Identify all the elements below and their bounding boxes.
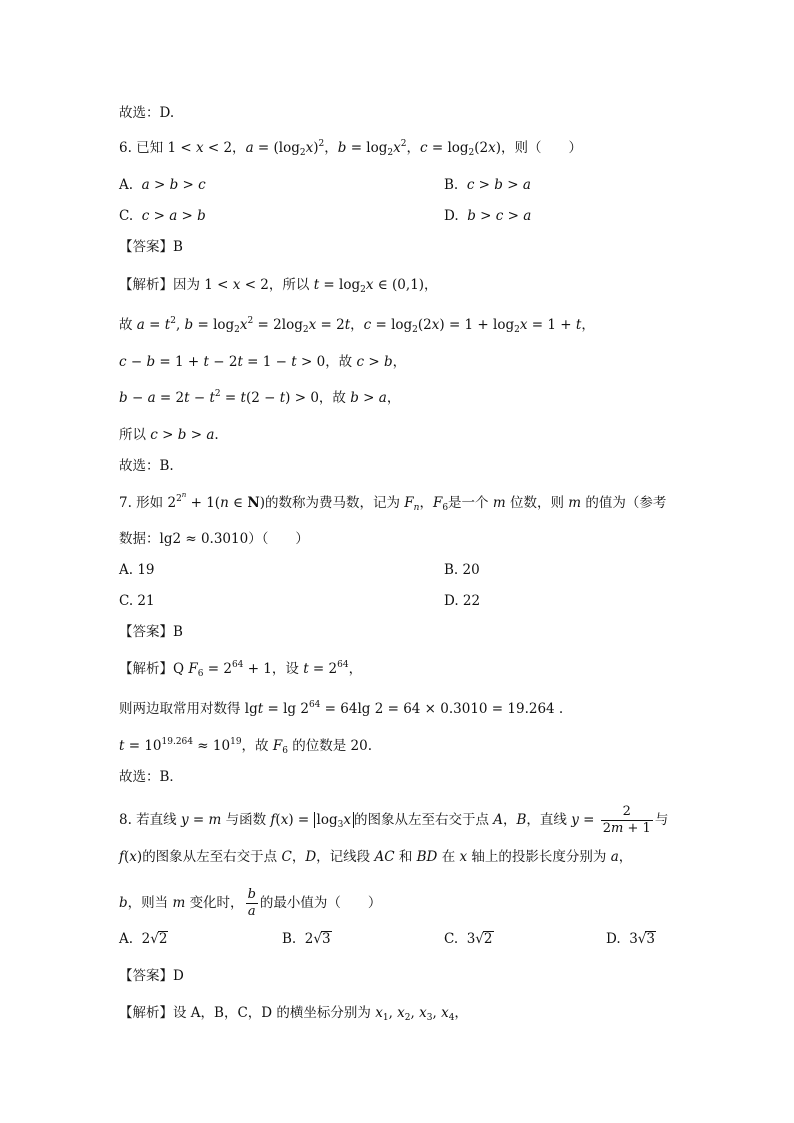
option-a: A. a > b > c xyxy=(119,177,206,193)
explanation-8: 【解析】设 A，B，C，D 的横坐标分别为 $x_1$, $x_2$, $x_3$, $x_4$， xyxy=(119,1005,468,1023)
text: 【答案】D xyxy=(119,968,184,984)
option-label: C. xyxy=(119,208,134,224)
option-a xyxy=(119,560,155,580)
answer-7 xyxy=(119,622,183,642)
text: ，设 xyxy=(271,661,299,677)
text: 变化时， xyxy=(189,895,244,911)
text: ，则当 xyxy=(127,895,169,911)
option-label: D. xyxy=(606,931,621,947)
text: 8. 若直线 xyxy=(119,812,177,828)
text: ，直线 xyxy=(526,812,567,828)
text: 【解析】 xyxy=(119,661,173,677)
option-c: C. 3√2 xyxy=(444,931,493,947)
math: 1 < x < 2，$a = (\log_2x)^2$，$b = \log_2x^2$，$c = \log_2(2x)$ xyxy=(167,139,502,158)
text: 与 xyxy=(654,812,669,828)
text: 的图象从左至右交于点 xyxy=(353,812,489,828)
option-label: D. xyxy=(444,208,459,224)
option-label: B. 20 xyxy=(444,562,480,578)
explanation-7: 【解析】Q $F_6 = 2^{64} + 1$，设 $t = 2^{64}$， xyxy=(119,660,363,679)
text: 与函数 xyxy=(225,812,267,828)
text: 故 xyxy=(119,317,133,333)
text: 故选：B. xyxy=(119,458,174,474)
option-a: A. 2√2 xyxy=(119,931,168,947)
text: 因为 xyxy=(173,277,200,293)
text: 轴上的投影长度分别为 xyxy=(471,849,607,865)
text: 位数，则 xyxy=(509,495,564,511)
option-d: D. 3√3 xyxy=(606,931,656,947)
text: 的最小值为（ ） xyxy=(259,895,382,911)
explanation-7-line: 则两边取常用对数得 $\lg t = \lg 2^{64} = 64\lg$ 2 = 64 × 0.3010 = 19.264 . xyxy=(119,700,564,717)
text: 是一个 xyxy=(448,495,489,511)
option-d xyxy=(444,591,480,611)
text: 所以 xyxy=(119,427,146,443)
text: 7. 形如 xyxy=(119,495,164,511)
option-label: B. xyxy=(282,931,297,947)
text-line xyxy=(119,103,174,123)
option-label: C. xyxy=(444,931,459,947)
text: 设 A，B，C，D 的横坐标分别为 xyxy=(173,1005,371,1021)
explanation-6-line: 故 $a = t^2$, $b = \log_2x^2 = 2\log_2x = 2t$，$c = \log_2(2x) = 1 + \log_2x = 1 + t$， xyxy=(119,316,595,335)
explanation-6-line: c − b = 1 + t − 2t = 1 − t > 0，故 c > b， xyxy=(119,354,407,370)
text: 故选：B． xyxy=(119,769,183,785)
option-label: C. 21 xyxy=(119,593,155,609)
text: 的图象从左至右交于点 xyxy=(142,849,278,865)
option-label: A. 19 xyxy=(119,562,155,578)
text: 6. 已知 xyxy=(119,140,164,156)
question-7-line: 数据：lg2 ≈ 0.3010）（ ） xyxy=(119,531,309,547)
option-c: C. c > a > b xyxy=(119,208,206,224)
text: 【解析】 xyxy=(119,277,173,293)
text: ，故 xyxy=(325,354,353,370)
option-label: D. 22 xyxy=(444,593,481,609)
explanation-6-line: $b - a = 2t - t^2 = t(2 - t) > 0$，故 b > a， xyxy=(119,389,401,406)
text: 的位数是 20. xyxy=(292,738,373,754)
text: 【答案】B xyxy=(119,239,183,255)
explanation-6: 【解析】因为 1 < x < 2，所以 $t = \log_2x$ ∈ (0,1)， xyxy=(119,277,438,295)
option-label: A. xyxy=(119,177,134,193)
question-8-line: f(x)的图象从左至右交于点 C，D，记线段 AC 和 BD 在 x 轴上的投影长度分别为 a， xyxy=(119,849,633,865)
answer-6 xyxy=(119,237,183,257)
option-label: B. xyxy=(444,177,459,193)
text: 数据： xyxy=(119,531,160,547)
option-b: B. c > b > a xyxy=(444,177,531,193)
text: ，则（ ） xyxy=(501,140,583,156)
option-b: B. 2√3 xyxy=(282,931,331,947)
selection-7 xyxy=(119,767,183,787)
text: ，记线段 xyxy=(316,849,371,865)
text: ，所以 xyxy=(268,277,310,293)
text: 故选：D. xyxy=(119,105,175,121)
question-8-line: b，则当 m 变化时， $\frac{b}{a}$ 的最小值为（ ） xyxy=(119,887,382,919)
question-7: 7. 形如 $2^{2^n} + 1(n$ ∈ N)的数称为费马数，记为 $F_n$，$F_6$是一个 m 位数，则 m 的值为（参考 xyxy=(119,491,667,513)
text: 【答案】B xyxy=(119,624,183,640)
question-8: 8. 若直线 y = m 与函数 $f(x) = \log_3x$ 的图象从左至右交于点 A，B，直线 y = $\frac{2}{2m + 1}$ 与 xyxy=(119,804,669,836)
answer-8 xyxy=(119,966,184,986)
option-b xyxy=(444,560,480,580)
selection-6 xyxy=(119,456,174,476)
question-6 xyxy=(119,138,582,158)
option-label: A. xyxy=(119,931,134,947)
explanation-6-line: 所以 c > b > a. xyxy=(119,427,219,443)
explanation-7-line: $t = 10^{19.264} \approx 10^{19}$，故 $F_6$ 的位数是 20. xyxy=(119,737,373,756)
text: 的值为（参考 xyxy=(585,495,667,511)
text: 【解析】 xyxy=(119,1005,173,1021)
text: 和 xyxy=(398,849,413,865)
text: 的数称为费马数，记为 xyxy=(264,495,400,511)
option-c xyxy=(119,591,155,611)
option-d: D. b > c > a xyxy=(444,208,532,224)
text: ，故 xyxy=(241,738,269,754)
text: 则两边取常用对数得 xyxy=(119,701,241,717)
text: ）（ ） xyxy=(248,531,309,547)
text: 在 xyxy=(441,849,456,865)
